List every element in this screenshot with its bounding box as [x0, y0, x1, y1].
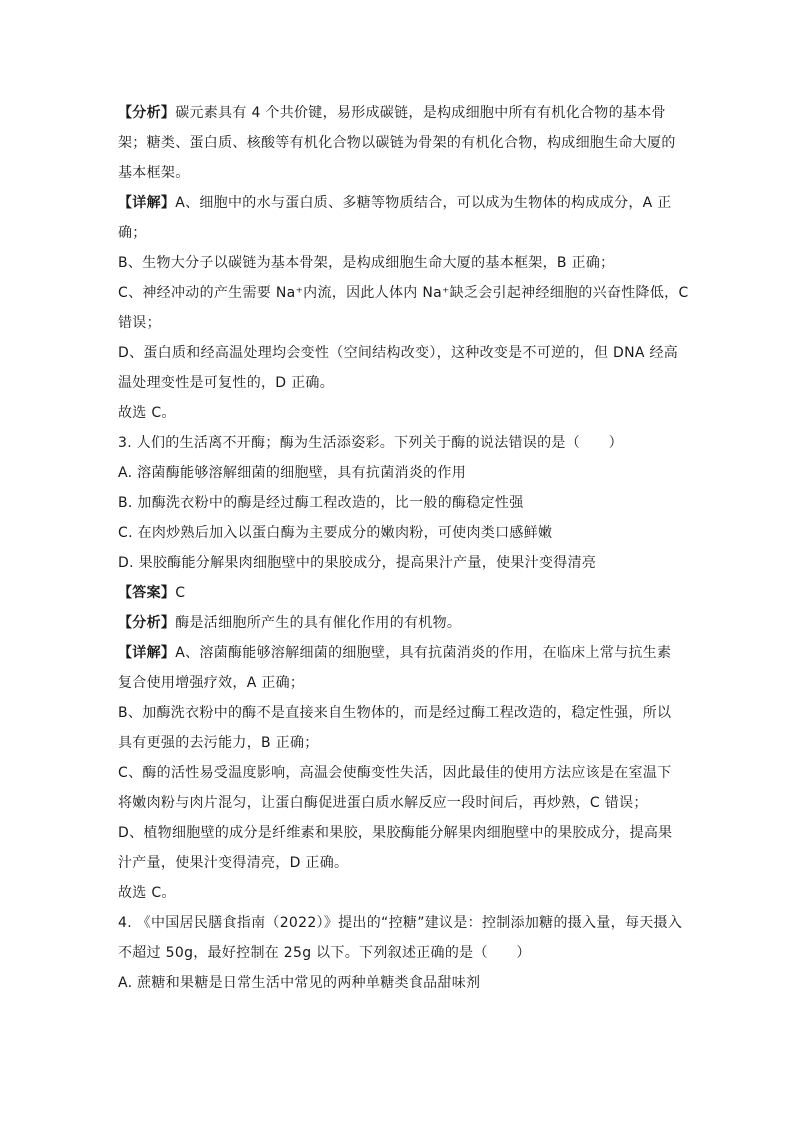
line-text: 复合使用增强疗效，A 正确；	[118, 675, 305, 691]
line-text: 架；糖类、蛋白质、核酸等有机化合物以碳链为骨架的有机化合物，构成细胞生命大厦的	[118, 135, 676, 151]
line-text: A. 蔗糖和果糖是日常生活中常见的两种单糖类食品甜味剂	[118, 975, 481, 991]
text-line	[118, 878, 670, 908]
text-line	[118, 458, 670, 488]
text-line	[118, 128, 676, 158]
line-text: 酶是活细胞所产生的具有催化作用的有机物。	[175, 615, 462, 631]
section-label: 【详解】	[118, 645, 176, 661]
document-content	[118, 98, 689, 998]
line-text: 确；	[118, 225, 147, 241]
text-line	[118, 758, 670, 788]
text-line	[118, 968, 670, 998]
line-text: D、蛋白质和经高温处理均会变性（空间结构改变），这种改变是不可逆的，但 DNA 经高	[118, 345, 679, 361]
text-line	[118, 338, 679, 368]
section-label: 【分析】	[118, 105, 176, 121]
text-line	[118, 248, 670, 278]
text-line	[118, 938, 670, 968]
line-text: 不超过 50g，最好控制在 25g 以下。下列叙述正确的是（ ）	[118, 945, 531, 961]
text-line	[118, 608, 670, 638]
section-label: 【答案】	[118, 585, 176, 601]
line-text: 故选 C。	[118, 885, 176, 901]
text-line	[118, 158, 670, 188]
text-line	[118, 218, 670, 248]
text-line	[118, 98, 670, 128]
line-text: 故选 C。	[118, 405, 176, 421]
line-text: 温处理变性是可复性的，D 正确。	[118, 375, 335, 391]
text-line	[118, 308, 670, 338]
text-line	[118, 188, 670, 218]
line-text: A、溶菌酶能够溶解细菌的细胞壁，具有抗菌消炎的作用，在临床上常与抗生素	[175, 645, 672, 661]
line-text: B、加酶洗衣粉中的酶不是直接来自生物体的，而是经过酶工程改造的，稳定性强，所以	[118, 705, 672, 721]
line-text: C、酶的活性易受温度影响，高温会使酶变性失活，因此最佳的使用方法应该是在室温下	[118, 765, 672, 781]
line-text: B. 加酶洗衣粉中的酶是经过酶工程改造的，比一般的酶稳定性强	[118, 495, 524, 511]
text-line	[118, 488, 670, 518]
line-text: C. 在肉炒熟后加入以蛋白酶为主要成分的嫩肉粉，可使肉类口感鲜嫩	[118, 525, 553, 541]
text-line	[118, 548, 670, 578]
text-line	[118, 398, 670, 428]
text-line	[118, 698, 670, 728]
text-line	[118, 518, 670, 548]
text-line	[118, 638, 670, 668]
line-text: 汁产量，使果汁变得清亮，D 正确。	[118, 855, 349, 871]
text-line	[118, 728, 670, 758]
text-line	[118, 368, 670, 398]
line-text: 将嫩肉粉与肉片混匀，让蛋白酶促进蛋白质水解反应一段时间后，再炒熟，C 错误；	[118, 795, 648, 811]
text-line	[118, 788, 670, 818]
line-text: 4. 《中国居民膳食指南（2022）》提出的“控糖”建议是：控制添加糖的摄入量，每天摄入	[118, 915, 683, 931]
line-text: B、生物大分子以碳链为基本骨架，是构成细胞生命大厦的基本框架，B 正确；	[118, 255, 615, 271]
text-line	[118, 818, 673, 848]
line-text: 3. 人们的生活离不开酶；酶为生活添姿彩。下列关于酶的说法错误的是（ ）	[118, 435, 623, 451]
section-label: 【分析】	[118, 615, 176, 631]
line-text: 基本框架。	[118, 165, 190, 181]
line-text: D、植物细胞壁的成分是纤维素和果胶，果胶酶能分解果肉细胞壁中的果胶成分，提高果	[118, 825, 673, 841]
text-line	[118, 848, 670, 878]
text-line	[118, 278, 689, 308]
section-label: 【详解】	[118, 195, 176, 211]
text-line	[118, 908, 683, 938]
line-text: C、神经冲动的产生需要 Na⁺内流，因此人体内 Na⁺缺乏会引起神经细胞的兴奋性降低，C	[118, 285, 689, 301]
line-text: 错误；	[118, 315, 161, 331]
text-line	[118, 428, 670, 458]
line-text: A、细胞中的水与蛋白质、多糖等物质结合，可以成为生物体的构成成分，A 正	[175, 195, 672, 211]
line-text: D. 果胶酶能分解果肉细胞壁中的果胶成分，提高果汁产量，使果汁变得清亮	[118, 555, 597, 571]
line-text: C	[175, 585, 186, 601]
text-line	[118, 668, 670, 698]
line-text: 具有更强的去污能力，B 正确；	[118, 735, 319, 751]
line-text: A. 溶菌酶能够溶解细菌的细胞壁，具有抗菌消炎的作用	[118, 465, 467, 481]
text-line	[118, 578, 670, 608]
line-text: 碳元素具有 4 个共价键，易形成碳链，是构成细胞中所有有机化合物的基本骨	[175, 105, 666, 121]
